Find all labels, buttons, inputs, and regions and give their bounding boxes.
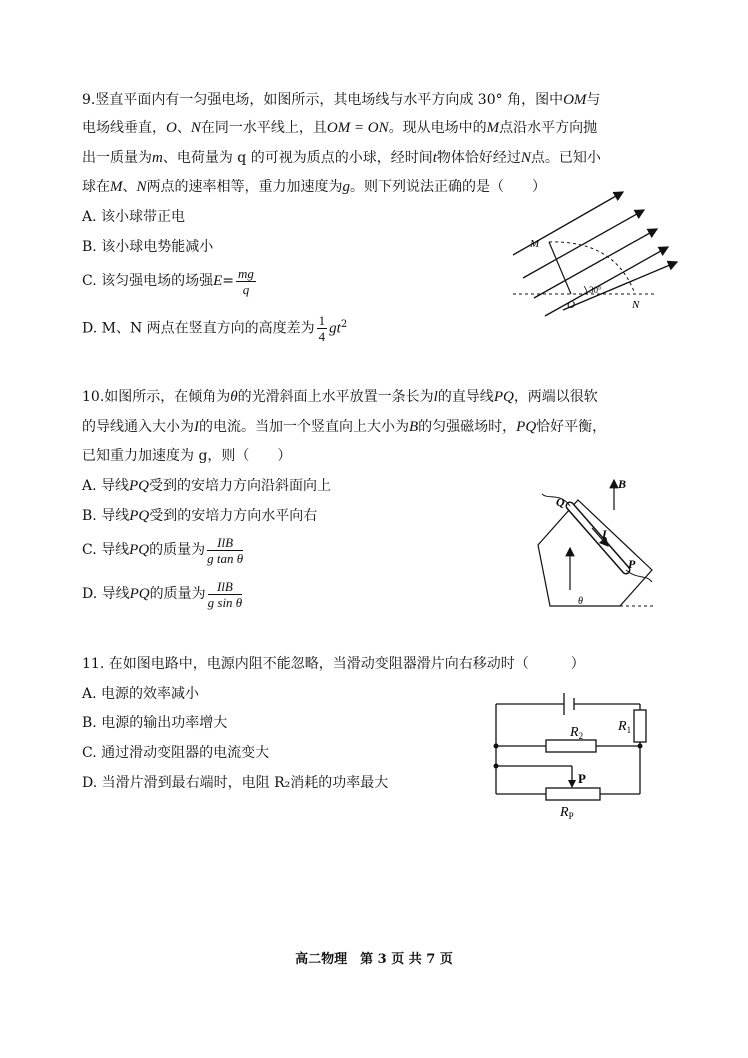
rheostat-RP [546, 788, 600, 800]
label-I: I [602, 527, 607, 541]
label-Q: Q [556, 495, 565, 509]
q9-stem-line-4: 球在M、N两点的速率相等，重力加速度为g。则下列说法正确的是（ ） [82, 179, 547, 195]
label-R2: $R_2$ [570, 725, 584, 741]
label-R1: $R_1$ [618, 719, 632, 735]
q10-stem-line-1: 10.如图所示，在倾角为θ的光滑斜面上水平放置一条长为l的直导线PQ，两端以很软 [82, 389, 598, 405]
label-O: O [567, 299, 575, 311]
q11-option-b: B. 电源的输出功率增大 [82, 715, 228, 731]
q9-stem-line-2: 电场线垂直，O、N在同一水平线上，且OM = ON。现从电场中的M点沿水平方向抛 [82, 120, 598, 136]
label-P: P [628, 557, 636, 571]
q10-incline-figure [530, 470, 660, 615]
incline-plane [538, 500, 652, 606]
q9-stem-line-3: 出一质量为m、电荷量为 q 的可视为质点的小球，经时间t物体恰好经过N点。已知小 [82, 150, 601, 166]
q9-option-a: A. 该小球带正电 [82, 209, 186, 225]
field-lines [513, 192, 677, 316]
q11-option-c: C. 通过滑动变阻器的电流变大 [82, 745, 270, 761]
label-B: B [618, 477, 627, 491]
q11-circuit-figure [490, 680, 660, 822]
q10-option-c: C. 导线PQ的质量为 $\frac{\text{IlB}}{\text{g tan θ}}$ [82, 534, 244, 566]
label-M: M [530, 238, 540, 250]
line-OM [549, 242, 571, 294]
q11-stem: 11. 在如图电路中，电源内阻不能忽略，当滑动变阻器滑片向右移动时（ ） [82, 656, 585, 672]
q10-option-a: A. 导线PQ受到的安培力方向沿斜面向上 [82, 478, 332, 494]
label-theta: θ [578, 596, 583, 607]
q11-option-a: A. 电源的效率减小 [82, 686, 200, 702]
q9-option-c: C. 该匀强电场的场强E= $\frac{mg}{q}$ [82, 265, 254, 297]
resistor-R2 [546, 740, 596, 752]
q9-option-d: D. M、N 两点在竖直方向的高度差为 $\frac{1}{4}$ $gt^2$ [82, 313, 348, 345]
q9-stem-line-1: 9.竖直平面内有一匀强电场，如图所示，其电场线与水平方向成 30° 角，图中OM与 [82, 92, 601, 108]
label-N: N [632, 299, 640, 311]
q10-stem-line-3: 已知重力加速度为 g，则（ ） [82, 448, 292, 464]
label-P: P [578, 771, 586, 786]
slider-arrow [568, 780, 576, 788]
q9-option-b: B. 该小球电势能减小 [82, 239, 214, 255]
page-footer: 高二物理 第 3 页 共 7 页 [295, 952, 453, 967]
resistor-R1 [634, 710, 646, 742]
q11-option-d: D. 当滑片滑到最右端时，电阻 R₂消耗的功率最大 [82, 775, 389, 791]
q10-option-d: D. 导线PQ的质量为 $\frac{\text{IlB}}{\text{g sin θ}}$ [82, 578, 243, 610]
q10-option-b: B. 导线PQ受到的安培力方向水平向右 [82, 508, 318, 524]
label-angle: 30° [589, 285, 602, 295]
label-RP: $R_P$ [560, 805, 574, 821]
q9-field-figure [505, 182, 685, 317]
q10-stem-line-2: 的导线通入大小为I的电流。当加一个竖直向上大小为B的匀强磁场时，PQ恰好平衡， [82, 419, 607, 435]
